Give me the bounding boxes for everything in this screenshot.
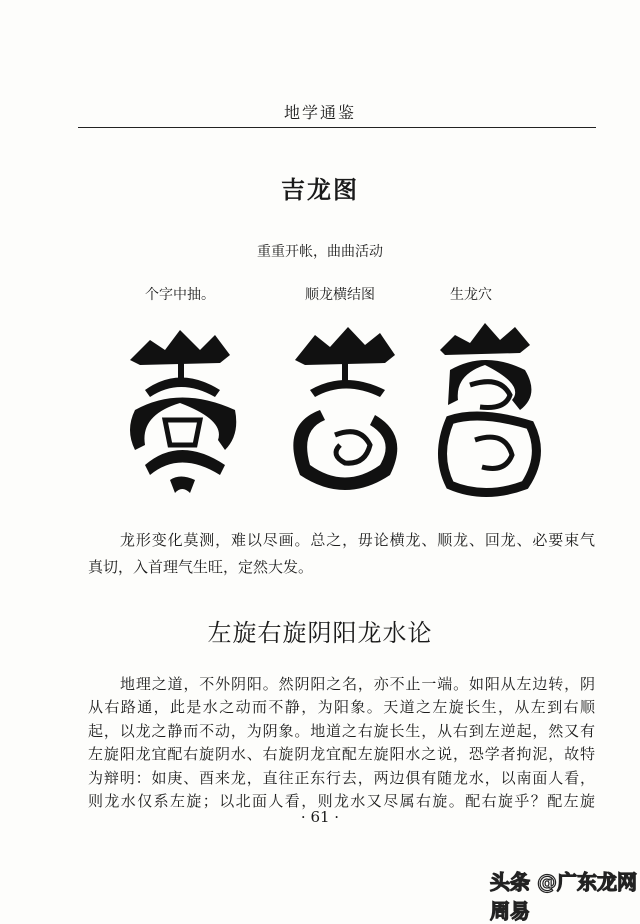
running-head: 地学通鉴 [283,103,356,122]
paragraph-line: 地理之道，不外阴阳。然阴阳之名，亦不止一端。如阳从左边转，阴 [120,675,595,693]
paragraph-line: 为辩明：如庚、酉来龙，直往正东行去，两边俱有随龙水，以南面人看， [88,768,595,787]
paragraph-line: 起，以龙之静而不动，为阴象。地道之右旋长生，从右到左逆起，然又有 [88,721,595,740]
section-title: 吉龙图 [281,176,359,204]
figure-label-3: 生龙穴 [450,287,492,303]
watermark: 头条 @广东龙网 周易 [490,870,637,923]
section-heading: 左旋右旋阴阳龙水论 [207,619,433,647]
paragraph-line: 龙形变化莫测，难以尽画。总之，毋论横龙、顺龙、回龙、必要束气 [120,531,595,549]
paragraph-line: 则龙水仅系左旋；以北面人看，则龙水又尽属右旋。配右旋乎？配左旋 [88,792,595,811]
section-subtitle: 重重开帐，曲曲活动 [257,244,383,260]
section2-paragraph [88,673,595,813]
page-number: · 61 · [300,808,340,826]
dragon-figure-3 [440,323,536,493]
dragon-figure-2 [293,327,397,490]
figure-label-1: 个字中抽。 [145,287,215,303]
section1-paragraph [88,525,595,579]
paragraph-line: 左旋阳龙宜配右旋阴水、右旋阴龙宜配左旋阳水之说，恐学者拘泥，故特 [88,745,595,764]
header-rule [78,127,596,128]
paragraph-line: 从右路通，此是水之动而不静，为阳象。天道之左旋长生，从左到右顺 [88,698,595,717]
dragon-figure-1 [130,330,236,493]
paragraph-line: 真切，入首理气生旺，定然大发。 [88,558,314,576]
figure-label-2: 顺龙横结图 [305,287,375,303]
dragon-figures-illustration [120,315,600,505]
